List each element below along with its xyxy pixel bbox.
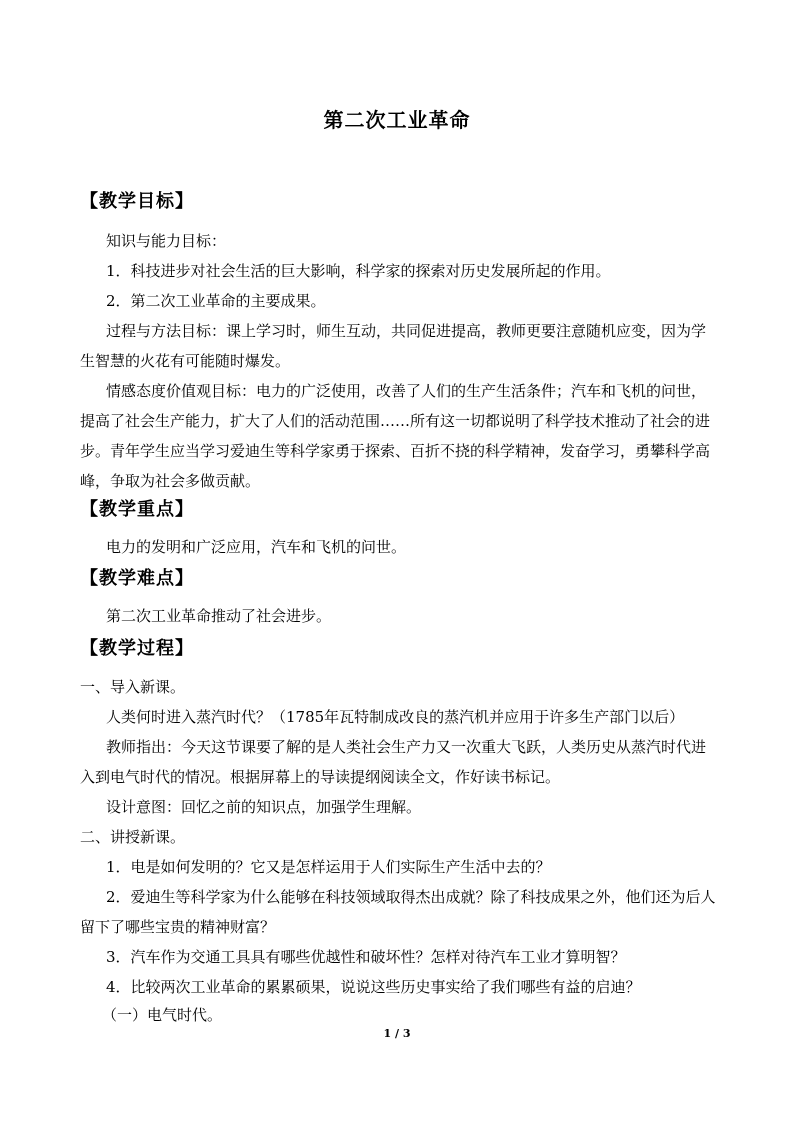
paragraph: 知识与能力目标： [106, 232, 227, 250]
subsection-heading: （一）电气时代。 [102, 1006, 223, 1024]
section-heading: 二、讲授新课。 [80, 828, 186, 846]
page-number: 1 / 3 [383, 1027, 411, 1040]
paragraph: 第二次工业革命推动了社会进步。 [106, 607, 332, 625]
paragraph: 过程与方法目标：课上学习时，师生互动，共同促进提高，教师更要注意随机应变，因为学生智慧的火花有可能随时爆发。 [80, 322, 707, 370]
section-heading: 一、导入新课。 [80, 678, 186, 696]
heading-teaching-goals: 【教学目标】 [80, 191, 194, 212]
heading-key-points: 【教学重点】 [80, 499, 194, 520]
list-item: 4．比较两次工业革命的累累硕果，说说这些历史事实给了我们哪些有益的启迪？ [106, 978, 641, 996]
paragraph: 电力的发明和广泛应用，汽车和飞机的问世。 [106, 538, 407, 556]
list-item: 1．电是如何发明的？它又是怎样运用于人们实际生产生活中去的？ [106, 858, 551, 876]
heading-teaching-process: 【教学过程】 [80, 638, 194, 659]
paragraph: 2．第二次工业革命的主要成果。 [106, 292, 326, 310]
heading-difficulties: 【教学难点】 [80, 568, 194, 589]
paragraph: 设计意图：回忆之前的知识点，加强学生理解。 [106, 798, 422, 816]
list-item: 2．爱迪生等科学家为什么能够在科技领域取得杰出成就？除了科技成果之外，他们还为后人留下了哪些宝贵的精神财富？ [80, 888, 716, 936]
paragraph: 情感态度价值观目标：电力的广泛使用，改善了人们的生产生活条件；汽车和飞机的问世，提高了社会生产能力，扩大了人们的活动范围……所有这一切都说明了科学技术推动了社会的进步。青年学生应当学习爱迪生等科学家勇于探索、百折不挠的科学精神，发奋学习，勇攀科学高峰，争取为社会多做贡献。 [80, 382, 711, 490]
paragraph: 教师指出：今天这节课要了解的是人类社会生产力又一次重大飞跃，人类历史从蒸汽时代进入到电气时代的情况。根据屏幕上的导读提纲阅读全文，作好读书标记。 [80, 738, 707, 786]
paragraph: 1．科技进步对社会生活的巨大影响，科学家的探索对历史发展所起的作用。 [106, 262, 611, 280]
list-item: 3．汽车作为交通工具具有哪些优越性和破坏性？怎样对待汽车工业才算明智？ [106, 948, 626, 966]
paragraph: 人类何时进入蒸汽时代？（1785年瓦特制成改良的蒸汽机并应用于许多生产部门以后） [106, 708, 685, 726]
document-title: 第二次工业革命 [323, 108, 471, 132]
